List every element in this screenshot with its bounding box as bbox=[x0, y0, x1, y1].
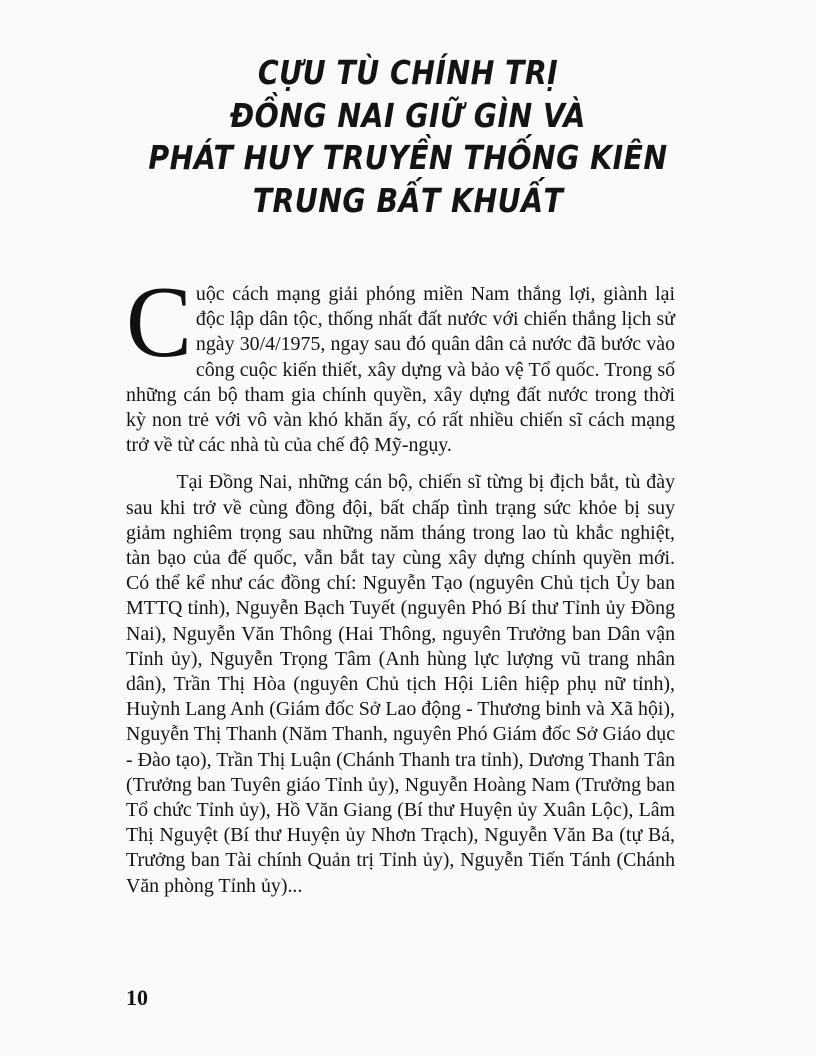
title-line-3: PHÁT HUY TRUYỀN THỐNG KIÊN bbox=[148, 138, 668, 177]
paragraph-1 bbox=[126, 266, 676, 458]
body-text bbox=[126, 266, 676, 899]
paragraph-2: Tại Đồng Nai, những cán bộ, chiến sĩ từng bị địch bắt, tù đày sau khi trở về cùng đồng đội, bất chấp tình trạng sức khỏe bị suy giảm nghiêm trọng sau những năm tháng trong lao tù khắc nghiệt, tàn bạo của đế quốc, vẫn bắt tay cùng xây dựng chính quyền mới. Có thể kể như các đồng chí: Nguyễn Tạo (nguyên Chủ tịch Ủy ban MTTQ tỉnh), Nguyễn Bạch Tuyết (nguyên Phó Bí thư Tỉnh ủy Đồng Nai), Nguyễn Văn Thông (Hai Thông, nguyên Trưởng ban Dân vận Tỉnh ủy), Nguyễn Trọng Tâm (Anh hùng lực lượng vũ trang nhân dân), Trần Thị Hòa (nguyên Chủ tịch Hội Liên hiệp phụ nữ tỉnh), Huỳnh Lang Anh (Giám đốc Sở Lao động - Thương binh và Xã hội), Nguyễn Thị Thanh (Năm Thanh, nguyên Phó Giám đốc Sở Giáo dục - Đào tạo), Trần Thị Luận (Chánh Thanh tra tỉnh), Dương Thanh Tân (Trưởng ban Tuyên giáo Tỉnh ủy), Nguyễn Hoàng Nam (Trưởng ban Tổ chức Tỉnh ủy), Hồ Văn Giang (Bí thư Huyện ủy Xuân Lộc), Lâm Thị Nguyệt (Bí thư Huyện ủy Nhơn Trạch), Nguyễn Văn Ba (tự Bá, Trưởng ban Tài chính Quản trị Tỉnh ủy), Nguyễn Tiến Tánh (Chánh Văn phòng Tỉnh ủy)... bbox=[126, 471, 676, 897]
drop-cap: C bbox=[126, 266, 193, 379]
page-number: 10 bbox=[126, 985, 148, 1010]
title-line-2: ĐỒNG NAI GIỮ GÌN VÀ bbox=[230, 95, 586, 135]
chapter-title bbox=[143, 52, 673, 222]
paragraph-1-text: uộc cách mạng giải phóng miền Nam thắng lợi, giành lại độc lập dân tộc, thống nhất đất nước với chiến thắng lịch sử ngày 30/4/1975, ngay sau đó quân dân cả nước đã bước vào công cuộc kiến thiết, xây dựng và bảo vệ Tổ quốc. Trong số những cán bộ tham gia chính quyền, xây dựng đất nước trong thời kỳ non trẻ với vô vàn khó khăn ấy, có rất nhiều chiến sĩ cách mạng trở về từ các nhà tù của chế độ Mỹ-ngụy. bbox=[126, 283, 676, 457]
title-line-4: TRUNG BẤT KHUẤT bbox=[252, 180, 564, 220]
title-line-1: CỰU TÙ CHÍNH TRỊ bbox=[257, 53, 559, 92]
